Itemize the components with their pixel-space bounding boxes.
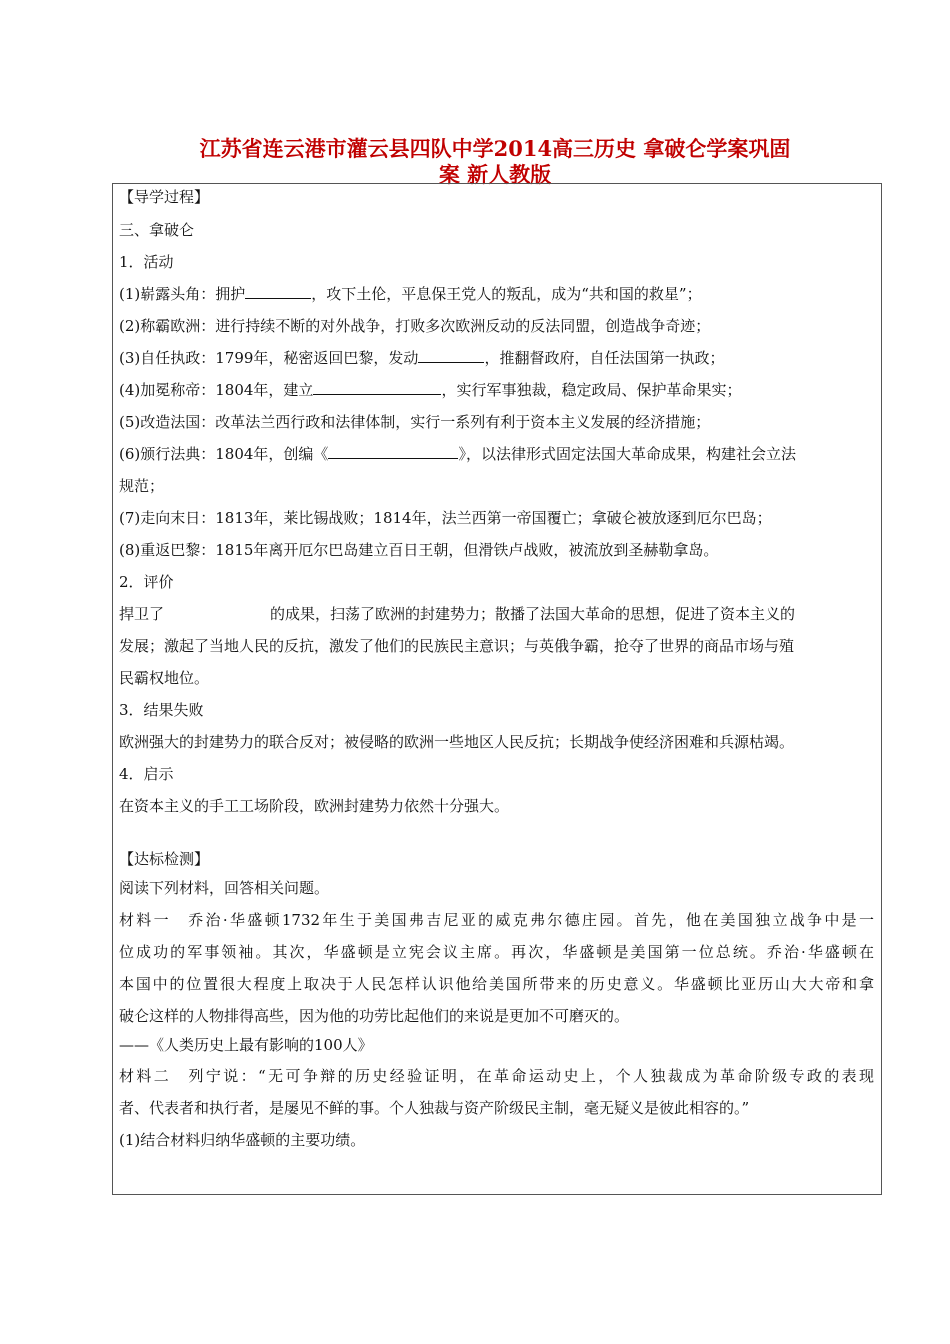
- material-2-line-1: 材料二 列宁说：“无可争辩的历史经验证明，在革命运动史上，个人独裁成为革命阶级专政的表现: [119, 1067, 874, 1085]
- activity-item-4: [119, 380, 741, 400]
- activity-item-6-pre: (6)颁行法典：1804年，创编《: [119, 445, 329, 463]
- evaluation-pre: 捍卫了: [119, 605, 165, 623]
- activity-item-2: (2)称霸欧洲：进行持续不断的对外战争，打败多次欧洲反动的反法同盟，创造战争奇迹；: [119, 317, 711, 335]
- evaluation-line-3: 民霸权地位。: [119, 669, 210, 687]
- insight-title: 4．启示: [119, 765, 174, 783]
- activity-title: 1．活动: [119, 253, 174, 271]
- activity-item-6-cont: 规范；: [119, 477, 165, 495]
- evaluation-line-2: 发展；激起了当地人民的反抗，激发了他们的民族民主意识；与英俄争霸，抢夺了世界的商品市场与殖: [119, 637, 795, 655]
- material-2-line-2: 者、代表者和执行者，是屡见不鲜的事。个人独裁与资产阶级民主制，毫无疑义是彼此相容的。”: [119, 1099, 750, 1117]
- section-title: 三、拿破仑: [119, 221, 195, 239]
- failure-title: 3．结果失败: [119, 701, 204, 719]
- document-title: [0, 136, 950, 188]
- activity-item-3-post: ，推翻督政府，自任法国第一执政；: [484, 349, 725, 367]
- activity-item-1-post: ，攻下土伦，平息保王党人的叛乱，成为“共和国的救星”；: [311, 285, 702, 303]
- material-1-source: ——《人类历史上最有影响的100人》: [119, 1036, 373, 1054]
- activity-item-7: (7)走向末日：1813年，莱比锡战败；1814年，法兰西第一帝国覆亡；拿破仑被放逐到厄尔巴岛；: [119, 509, 772, 527]
- guide-heading: 【导学过程】: [119, 188, 210, 206]
- material-1-line-4: 破仑这样的人物排得高些，因为他的功劳比起他们的来说是更加不可磨灭的。: [119, 1007, 630, 1025]
- insight-text: 在资本主义的手工工场阶段，欧洲封建势力依然十分强大。: [119, 797, 510, 815]
- test-heading: 【达标检测】: [119, 850, 210, 868]
- activity-item-4-post: ，实行军事独裁，稳定政局、保护革命果实；: [441, 381, 742, 399]
- fill-blank-2[interactable]: [418, 348, 484, 363]
- activity-item-3: [119, 348, 724, 368]
- title-line-2: 案 新人教版: [438, 162, 552, 187]
- fill-blank-1[interactable]: [245, 284, 311, 299]
- material-1-line-2: 位成功的军事领袖。其次，华盛顿是立宪会议主席。再次，华盛顿是美国第一位总统。乔治·华盛顿在: [119, 943, 874, 961]
- activity-item-6-post: 》，以法律形式固定法国大革命成果，构建社会立法: [458, 445, 796, 463]
- fill-blank-4[interactable]: [328, 444, 458, 459]
- activity-item-3-pre: (3)自任执政：1799年，秘密返回巴黎，发动: [119, 349, 419, 367]
- evaluation-title: 2．评价: [119, 573, 174, 591]
- question-1: (1)结合材料归纳华盛顿的主要功绩。: [119, 1131, 366, 1149]
- activity-item-1: [119, 284, 702, 304]
- activity-item-5: (5)改造法国：改革法兰西行政和法律体制，实行一系列有利于资本主义发展的经济措施；: [119, 413, 711, 431]
- material-1-line-3: 本国中的位置很大程度上取决于人民怎样认识他给美国所带来的历史意义。华盛顿比亚历山大大帝和拿: [119, 975, 874, 993]
- title-line-1: 江苏省连云港市灌云县四队中学2014高三历史 拿破仑学案巩固: [199, 136, 791, 161]
- evaluation-line-1: [119, 604, 795, 624]
- failure-text: 欧洲强大的封建势力的联合反对；被侵略的欧洲一些地区人民反抗；长期战争使经济困难和兵源枯竭。: [119, 733, 795, 751]
- activity-item-1-pre: (1)崭露头角：拥护: [119, 285, 246, 303]
- fill-blank-3[interactable]: [313, 380, 441, 395]
- activity-item-8: (8)重返巴黎：1815年离开厄尔巴岛建立百日王朝，但滑铁卢战败，被流放到圣赫勒拿岛。: [119, 541, 719, 559]
- activity-item-6: [119, 444, 796, 464]
- material-1-line-1: 材料一 乔治·华盛顿1732年生于美国弗吉尼亚的威克弗尔德庄园。首先，他在美国独立战争中是一: [119, 911, 874, 929]
- activity-item-4-pre: (4)加冕称帝：1804年，建立: [119, 381, 314, 399]
- evaluation-line-1-post: 的成果，扫荡了欧洲的封建势力；散播了法国大革命的思想，促进了资本主义的: [270, 605, 796, 623]
- test-intro: 阅读下列材料，回答相关问题。: [119, 879, 330, 897]
